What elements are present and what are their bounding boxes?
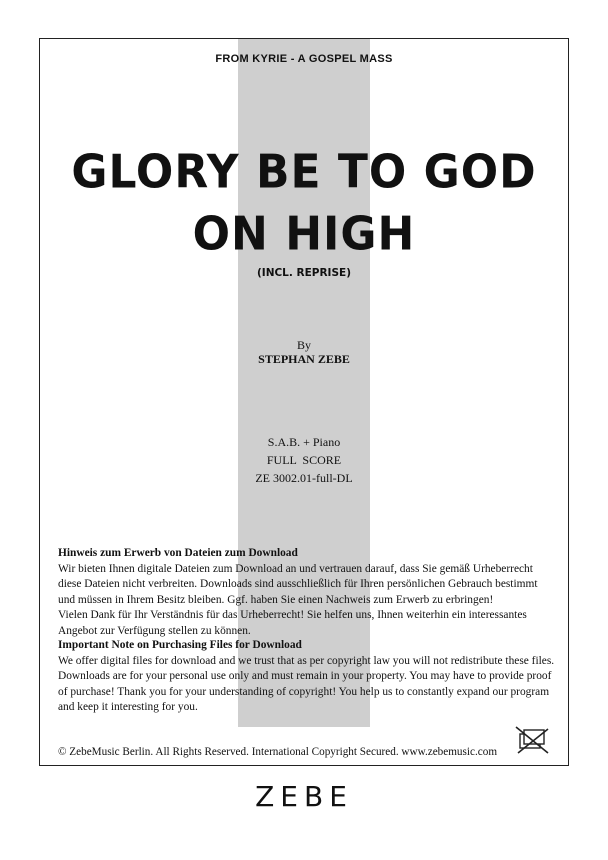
cover-frame bbox=[39, 38, 569, 766]
composer-name: STEPHAN ZEBE bbox=[258, 352, 350, 366]
notice-german-line: diese Dateien nicht verbreiten. Downloads sind ausschließlich für Ihren persönlichen Gebrauch bestimmt bbox=[58, 578, 538, 591]
publisher-logo: ZEBE bbox=[255, 780, 353, 813]
notice-german-line: und müssen in Ihrem Besitz bleiben. Ggf. haben Sie einen Nachweis zum Erwerb zu erbringen! bbox=[58, 593, 494, 606]
no-copy-icon bbox=[514, 725, 550, 755]
notice-german-heading: Hinweis zum Erwerb von Dateien zum Download bbox=[58, 547, 298, 559]
copyright-line: © ZebeMusic Berlin. All Rights Reserved. International Copyright Secured. www.zebemusic.com bbox=[58, 746, 498, 758]
notice-english bbox=[58, 638, 558, 716]
notice-english-line: Downloads are for your personal use only and must remain in your property. You may have to provide proof bbox=[58, 670, 552, 683]
notice-german-line: Wir bieten Ihnen digitale Dateien zum Download an und vertrauen darauf, dass Sie gemäß Urheberrecht bbox=[58, 562, 533, 575]
notice-english-heading: Important Note on Purchasing Files for Download bbox=[58, 639, 302, 651]
notice-german-line: Angebot zur Verfügung stellen zu können. bbox=[58, 624, 251, 637]
notice-german bbox=[58, 546, 558, 640]
notice-english-line: We offer digital files for download and we trust that as per copyright law you will not redistribute these files. bbox=[58, 654, 555, 667]
title-line-1: GLORY BE TO GOD bbox=[71, 145, 537, 200]
notice-german-line: Vielen Dank für Ihr Verständnis für das Urheberrecht! Sie helfen uns, Ihnen weiterhin ein interessantes bbox=[58, 609, 527, 622]
subtitle: (INCL. REPRISE) bbox=[256, 267, 351, 279]
title-line-2: ON HIGH bbox=[192, 207, 416, 262]
source-work: FROM KYRIE - A GOSPEL MASS bbox=[215, 53, 393, 65]
notice-english-line: and keep it interesting for you. bbox=[58, 701, 198, 714]
notice-english-line: of purchase! Thank you for your understanding of copyright! You help us to constantly expand our program bbox=[58, 685, 550, 698]
score-type: FULL SCORE bbox=[266, 453, 342, 467]
edition-code: ZE 3002.01-full-DL bbox=[255, 471, 353, 485]
by-label: By bbox=[296, 338, 311, 352]
voicing: S.A.B. + Piano bbox=[267, 435, 341, 449]
